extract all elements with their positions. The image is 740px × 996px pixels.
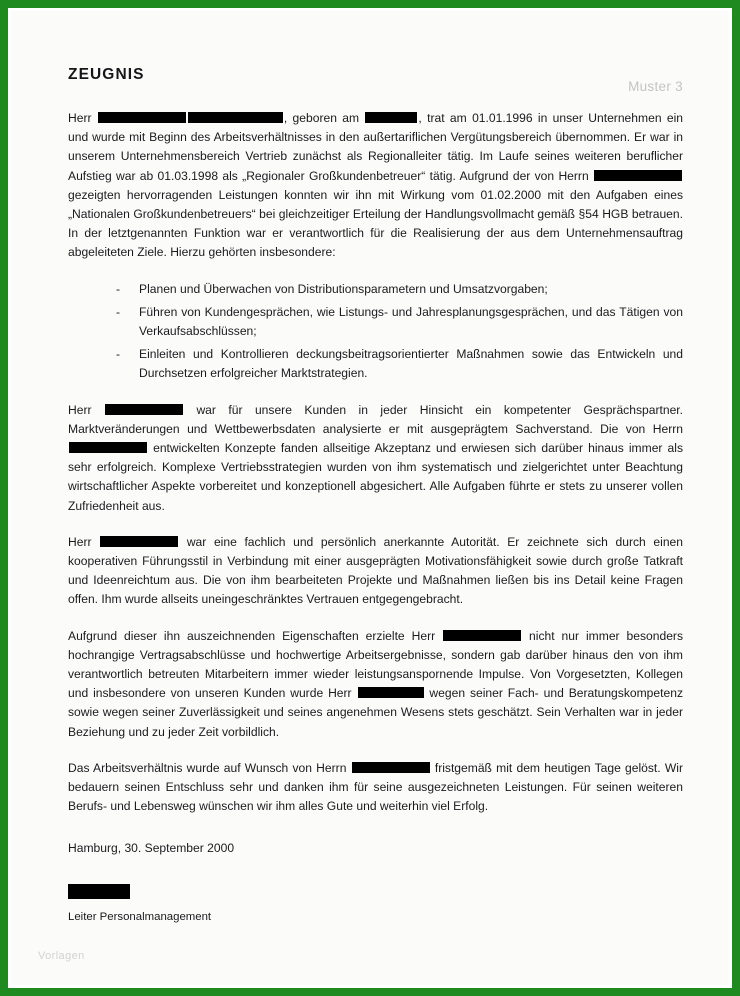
list-item-label: Führen von Kundengesprächen, wie Listungs- und Jahresplanungsgesprächen, und das Tätigen von Verkaufsabschlüssen; <box>139 304 683 339</box>
redaction-bar-name <box>352 762 430 773</box>
redaction-bar-name <box>100 536 178 547</box>
list-item <box>116 280 683 299</box>
paragraph-employment-history <box>68 109 683 263</box>
place-and-date: Hamburg, 30. September 2000 <box>68 840 235 855</box>
redaction-bar-lastname <box>188 112 283 123</box>
text-run: Herr <box>68 111 97 125</box>
text-run: fristgemäß mit dem heutigen Tage gelöst. Wir bedauern seinen Entschluss sehr und danken ihm für seine ausgezeichneten Leistungen. Für seinen weiteren Berufs- und Lebensweg wünschen wir ihm alles Gute und weiterhin viel Erfolg. <box>68 760 683 814</box>
redaction-bar-name <box>69 442 147 453</box>
text-run: , geboren am <box>283 111 365 125</box>
text-run: Herr <box>68 534 100 549</box>
sample-number-label: Muster 3 <box>628 79 683 94</box>
redaction-bar-name <box>594 170 682 181</box>
list-item-label: Planen und Überwachen von Distributionsparametern und Umsatzvorgaben; <box>139 281 548 296</box>
redaction-bar-signature <box>68 884 130 899</box>
redaction-bar-name <box>105 404 183 415</box>
text-run: nicht nur immer besonders hochrangige Vertragsabschlüsse und hochwertige Arbeitsergebnisse, sondern gab darüber hinaus den von ihm verantwortlich betreuten Mitarbeitern immer wieder leistungsanspornende Impulse. Von Vorgesetzten, Kollegen und insbesondere von unseren Kunden wurde Herr <box>68 628 684 701</box>
redaction-bar-name <box>443 630 521 641</box>
bullet-dash-icon: - <box>116 347 121 362</box>
text-run: entwickelten Konzepte fanden allseitige Akzeptanz und erwiesen sich darüber hinaus immer als sehr erfolgreich. Komplexe Vertriebsstrategien wurden von ihm systematisch und zielgerichtet unter Beachtung wirtschaftlicher Aspekte vorbereitet und konzeptionell abgesichert. Alle Aufgaben führte er stets zu unserer vollen Zufriedenheit aus. <box>68 441 683 513</box>
text-run: gezeigten hervorragenden Leistungen konnten wir ihn mit Wirkung vom 01.02.2000 mit den Aufgaben eines „Nationalen Großkundenbetreuers“ bei gleichzeitiger Erteilung der Handlungsvollmacht gemäß §54 HGB betrauen. In der letztgenannten Funktion war er verantwortlich für die Realisierung der aus dem Unternehmensauftrag abgeleiteten Ziele. Hierzu gehörten insbesondere: <box>68 187 683 260</box>
duties-list <box>68 280 683 384</box>
redaction-bar-birthdate <box>365 112 417 123</box>
redaction-bar-name <box>358 687 424 698</box>
text-run: war eine fachlich und persönlich anerkannte Autorität. Er zeichnete sich durch einen kooperativen Führungsstil in Verbindung mit einer ausgeprägten Motivationsfähigkeit sowie durch große Tatkraft und Ideenreichtum aus. Die von ihm bearbeiteten Projekte und Maßnahmen ließen bis ins Detail keine Fragen offen. Ihm wurde allseits uneingeschränktes Vertrauen entgegengebracht. <box>68 534 684 607</box>
paragraph-termination <box>68 759 683 817</box>
signature-block <box>68 839 683 925</box>
signatory-role: Leiter Personalmanagement <box>68 910 212 923</box>
text-run: Aufgrund dieser ihn auszeichnenden Eigenschaften erzielte Herr <box>68 628 443 643</box>
watermark-label: Vorlagen <box>38 950 85 962</box>
list-item-label: Einleiten und Kontrollieren deckungsbeitragsorientierter Maßnahmen sowie das Entwickeln und Durchsetzen erfolgreicher Marktstrategien. <box>139 347 683 381</box>
document-content-column <box>68 66 683 925</box>
paragraph-leadership <box>68 533 683 610</box>
text-run: , trat am 01.01.1996 in unser Unternehmen ein und wurde mit Beginn des Arbeitsverhältnisses in den außertariflichen Vergütungsbereich übernommen. Er war in unserem Unternehmensbereich Vertrieb zunächst als Regionalleiter tätig. Im Laufe seines weiteren beruflicher Aufstieg war ab 01.03.1998 als „Regionaler Großkundenbetreuer“ tätig. Aufgrund der von Herrn <box>68 111 684 183</box>
document-page-inner-border <box>8 8 732 988</box>
text-run: wegen seiner Fach- und Beratungskompetenz sowie wegen seiner Zuverlässigkeit und seines angenehmen Wesens stets geschätzt. Sein Verhalten war in jeder Beziehung und zu jeder Zeit vorbildlich. <box>68 686 683 739</box>
redaction-bar-firstname <box>98 112 186 123</box>
list-item <box>116 345 683 383</box>
text-run: Herr <box>68 402 104 417</box>
list-item <box>116 303 683 341</box>
paragraph-customer-competence <box>68 401 683 516</box>
document-page-sheet <box>11 11 729 985</box>
page-title: ZEUGNIS <box>68 66 145 83</box>
paragraph-achievements <box>68 627 683 742</box>
bullet-dash-icon: - <box>116 304 121 319</box>
bullet-dash-icon: - <box>116 281 121 296</box>
text-run: war für unsere Kunden in jeder Hinsicht ein kompetenter Gesprächspartner. Marktveränderungen und Wettbewerbsdaten analysierte er mit ausgeprägtem Sachverstand. Die von Herrn <box>68 402 684 436</box>
text-run: Das Arbeitsverhältnis wurde auf Wunsch von Herrn <box>68 760 351 775</box>
